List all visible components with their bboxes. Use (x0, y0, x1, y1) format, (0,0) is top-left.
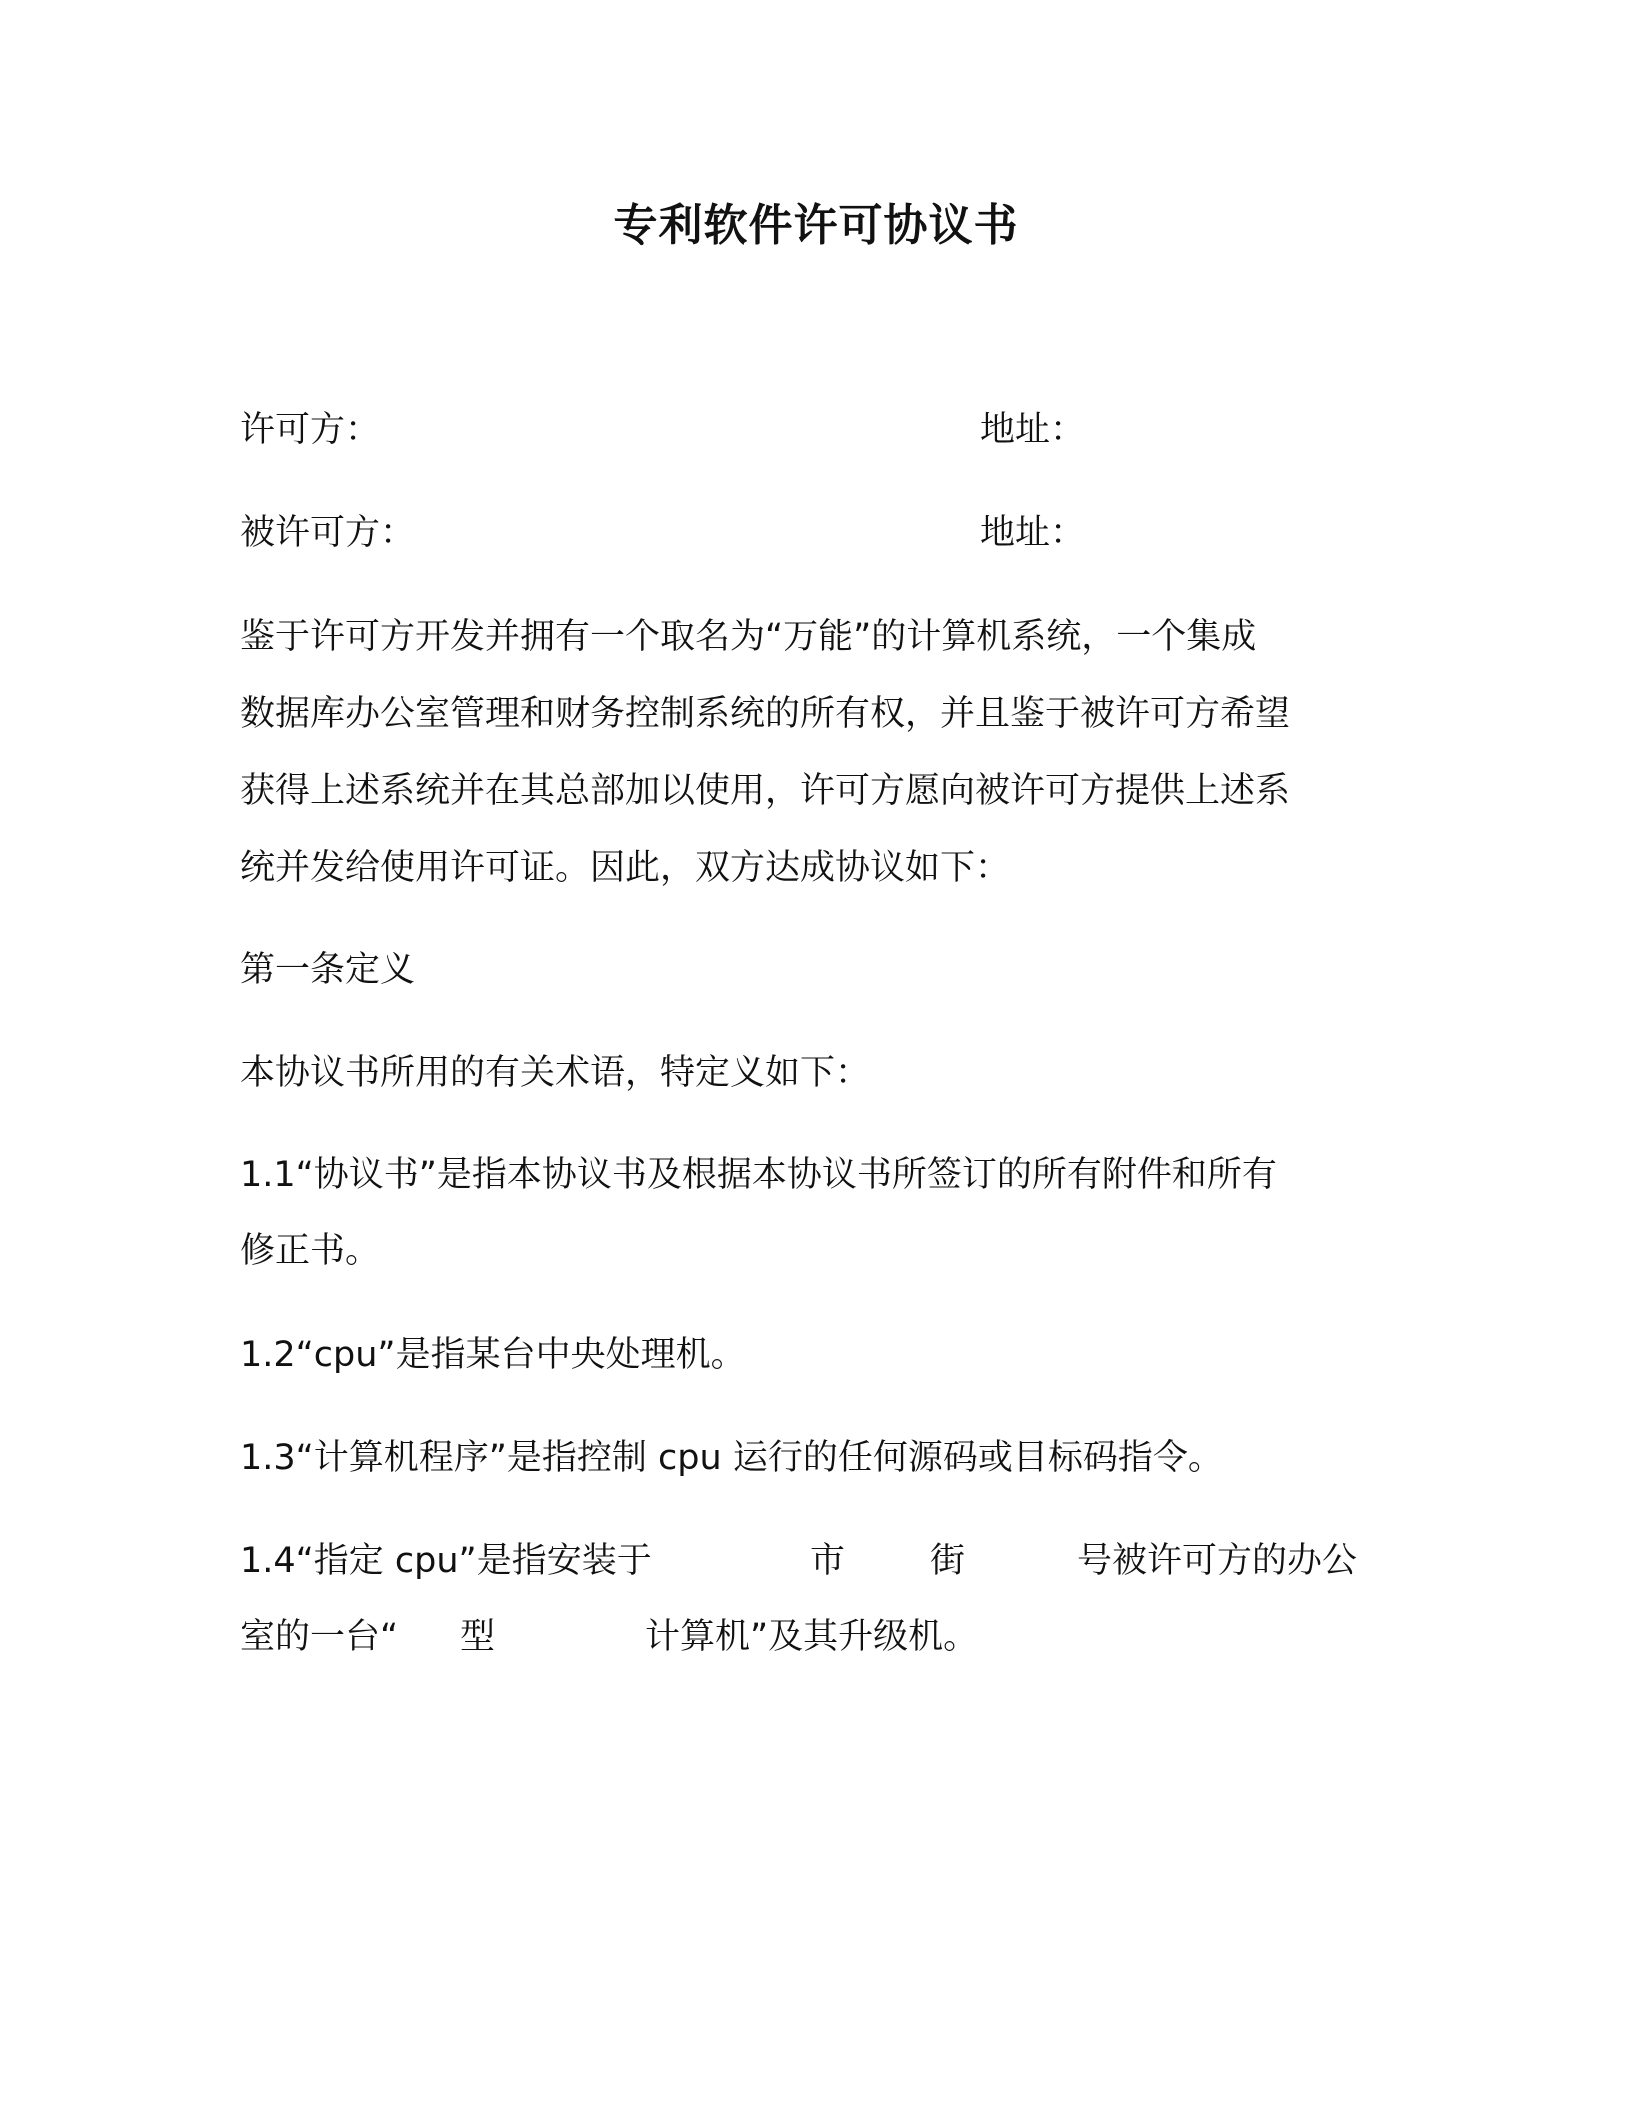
article1-intro: 本协议书所用的有关术语，特定义如下： (240, 1053, 871, 1093)
preamble-line-4: 统并发给使用许可证。因此，双方达成协议如下： (240, 848, 1011, 888)
definition-1-4-model: 型 (460, 1617, 496, 1657)
licensor-address-label: 地址： (980, 410, 1086, 450)
preamble-line-1: 鉴于许可方开发并拥有一个取名为“万能”的计算机系统，一个集成 (240, 617, 1257, 657)
licensee-label: 被许可方： (240, 513, 416, 553)
document-title: 专利软件许可协议书 (613, 200, 1019, 251)
definition-1-4-city: 市 (810, 1541, 846, 1581)
definition-1-4-part-d: 号被许可方的办公 (1077, 1541, 1358, 1581)
definition-1-4-street: 街 (930, 1541, 966, 1581)
definition-1-1-line-1: 1.1“协议书”是指本协议书及根据本协议书所签订的所有附件和所有 (240, 1155, 1277, 1195)
preamble-line-2: 数据库办公室管理和财务控制系统的所有权，并且鉴于被许可方希望 (240, 694, 1291, 734)
definition-1-4-part-g: 计算机”及其升级机。 (645, 1617, 979, 1657)
definition-1-3: 1.3“计算机程序”是指控制 cpu 运行的任何源码或目标码指令。 (240, 1438, 1223, 1478)
definition-1-2: 1.2“cpu”是指某台中央处理机。 (240, 1335, 746, 1375)
definition-1-4-part-a: 1.4“指定 cpu”是指安装于 (240, 1541, 652, 1581)
definition-1-1-line-2: 修正书。 (240, 1231, 381, 1271)
preamble-line-3: 获得上述系统并在其总部加以使用，许可方愿向被许可方提供上述系 (240, 771, 1291, 811)
definition-1-4-part-e: 室的一台“ (240, 1617, 399, 1657)
licensee-address-label: 地址： (980, 513, 1086, 553)
licensor-label: 许可方： (240, 410, 381, 450)
article1-heading: 第一条定义 (240, 950, 416, 990)
